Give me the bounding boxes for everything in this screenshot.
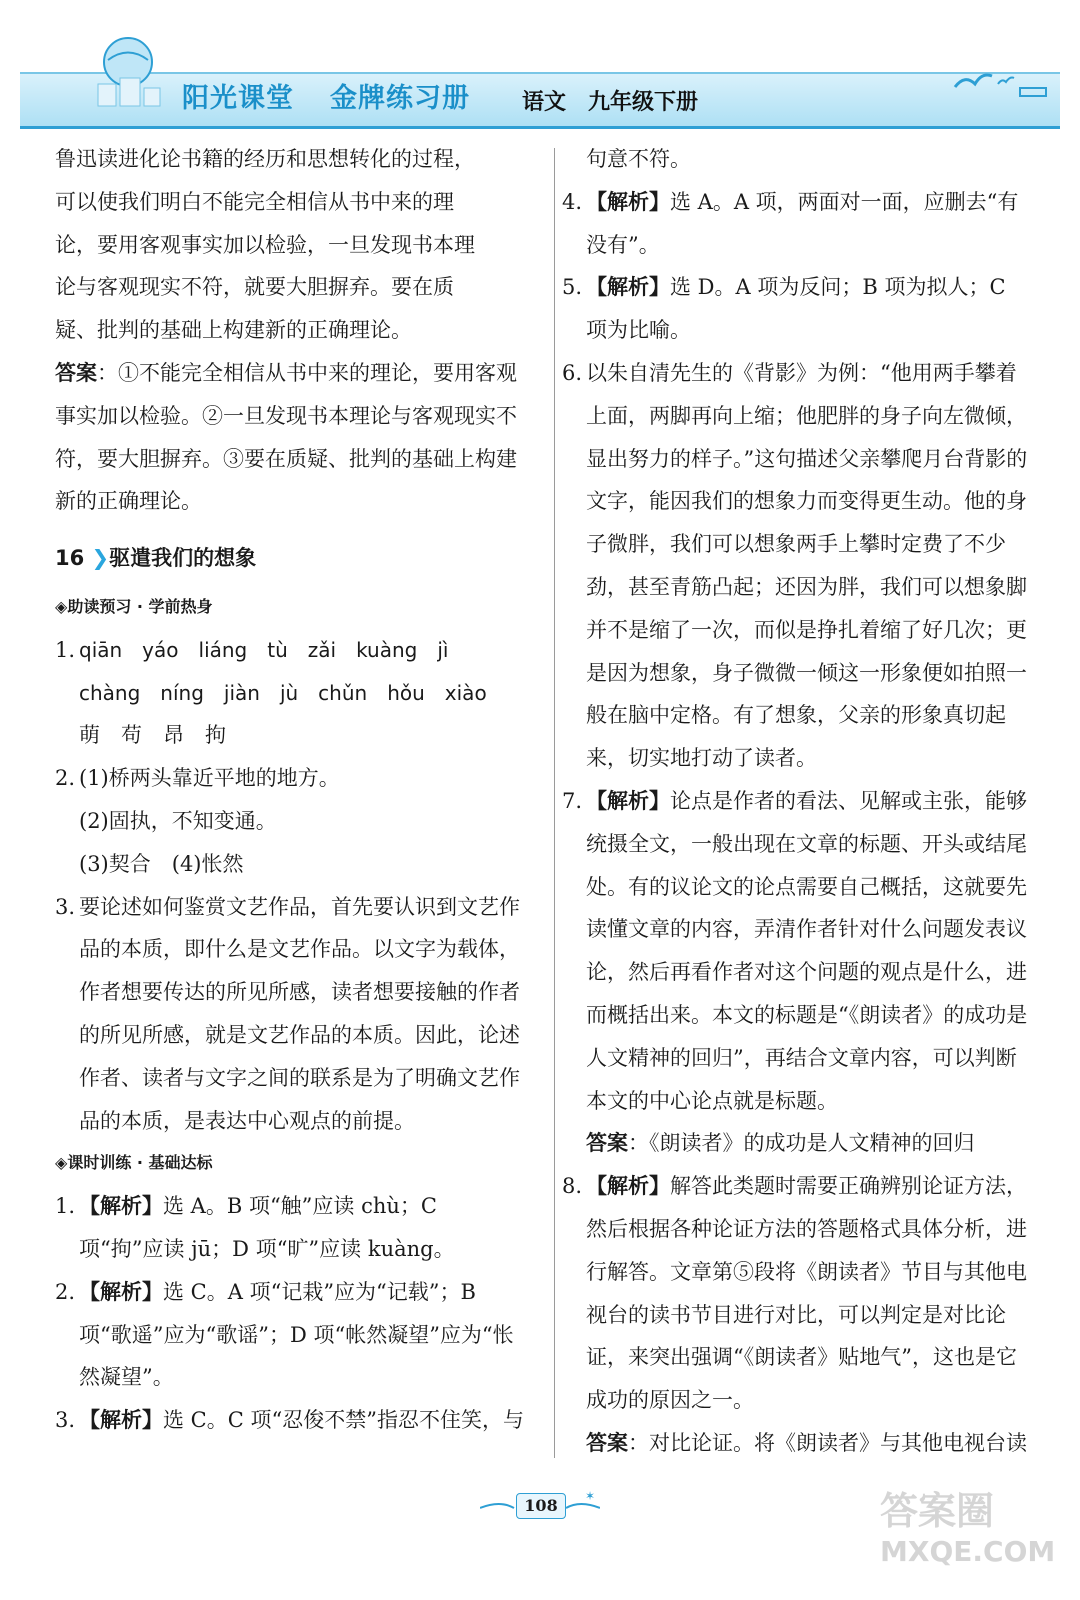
answer-block — [55, 352, 525, 523]
q2-line: (2)固执，不知变通。 — [79, 808, 277, 833]
column-divider — [554, 148, 555, 1458]
section-heading — [55, 537, 525, 580]
answer-text: ：①不能完全相信从书中来的理论，要用客观事实加以检验。②一旦发现书本理论与客观现实不符，要大胆摒弃。③要在质疑、批判的基础上构建新的正确理论。 — [55, 360, 517, 514]
question-number: 2. — [55, 766, 76, 791]
training-3: 3. 【解析】选 C。C 项“忍俊不禁”指忍不住笑，与 — [55, 1408, 524, 1433]
item-5: 5. 【解析】选 D。A 项为反问；B 项为拟人；C 项为比喻。 — [562, 275, 1006, 343]
intro-line: 可以使我们明白不能完全相信从书中来的理 — [55, 189, 454, 214]
chevron-right-icon: ❯ — [91, 546, 110, 571]
intro-line: 鲁迅读进化论书籍的经历和思想转化的过程， — [55, 147, 475, 171]
answer-label: 答案 — [55, 360, 97, 385]
answer-text: ：《朗读者》的成功是人文精神的回归 — [628, 1131, 975, 1156]
analysis-label: 【解析】 — [79, 1279, 163, 1304]
training-1: 1. 【解析】选 A。B 项“触”应读 chù；C 项“拘”应读 jū；D 项“旷”应读 kuàng。 — [55, 1194, 455, 1261]
answer-label: 答案 — [586, 1131, 628, 1156]
item-4: 4. 【解析】选 A。A 项，两面对一面，应删去“有没有”。 — [562, 189, 1019, 257]
analysis-text: 选 D。A 项为反问；B 项为拟人；C 项为比喻。 — [586, 275, 1006, 343]
birds-icon — [950, 62, 1050, 102]
section-title: 驱遣我们的想象 — [109, 546, 257, 571]
item-7: 7. 【解析】论点是作者的看法、见解或主张，能够统摄全文，一般出现在文章的标题、开头或结尾处。有的议论文的论点需要自己概括，这就要先读懂文章的内容，弄清作者针对什么问题发表议论，然后再看作者对这个问题的观点是什么，进而概括出来。本文的标题是“《朗读者》的成功是人文精神的回归”，再结合文章内容，可以判断本文的中心论点就是标题。 — [562, 788, 1028, 1113]
training-2: 2. 【解析】选 C。A 项“记栽”应为“记载”；B 项“歌遥”应为“歌谣”；D 项“帐然凝望”应为“怅然凝望”。 — [55, 1279, 514, 1390]
question-2 — [55, 757, 525, 885]
section-number: 16 — [55, 546, 85, 571]
analysis-text: 解答此类题时需要正确辨别论证方法，然后根据各种论证方法的答题格式具体分析，进行解答。文章第⑤段将《朗读者》节目与其他电视台的读书节目进行对比，可以判定是对比论证，来突出强调“《朗读者》贴地气”，这也是它成功的原因之一。 — [586, 1174, 1027, 1413]
subsection-heading: ◈课时训练 · 基础达标 — [55, 1153, 213, 1173]
analysis-label: 【解析】 — [586, 1174, 670, 1199]
item-7-answer — [562, 1122, 1032, 1165]
globe-logo-icon — [88, 30, 178, 110]
watermark-logo: 答案圈 MXQE.COM — [880, 1489, 1056, 1568]
item-text: 以朱自清先生的《背影》为例：“他用两手攀着上面，两脚再向上缩；他肥胖的身子向左微倾，显出努力的样子。”这句描述父亲攀爬月台背影的文字，能因我们的想象力而变得更生动。他的身子微胖，我们可以想象两手上攀时定费了不少劲，甚至青筋凸起；还因为胖，我们可以想象脚并不是缩了一次，而似是挣扎着缩了好几次；更是因为想象，身子微微一倾这一形象便如拍照一般在脑中定格。有了想象，父亲的形象真切起来，切实地打动了读者。 — [586, 360, 1028, 771]
item-6: 6. 以朱自清先生的《背影》为例：“他用两手攀着上面，两脚再向上缩；他肥胖的身子向左微倾，显出努力的样子。”这句描述父亲攀爬月台背影的文字，能因我们的想象力而变得更生动。他的身子微胖，我们可以想象两手上攀时定费了不少劲，甚至青筋凸起；还因为胖，我们可以想象脚并不是缩了一次，而似是挣扎着缩了好几次；更是因为想象，身子微微一倾这一形象便如拍照一般在脑中定格。有了想象，父亲的形象真切起来，切实地打动了读者。 — [562, 360, 1028, 771]
continuation: 句意不符。 — [586, 147, 691, 171]
intro-line: 论与客观现实不符，就要大胆摒弃。要在质 — [55, 275, 454, 300]
brand-subtitle: 金牌练习册 — [330, 83, 470, 114]
brand-title: 阳光课堂 — [182, 83, 294, 114]
pinyin-row: qiān yáo liáng tù zǎi kuàng jì — [79, 637, 449, 662]
analysis-label: 【解析】 — [586, 788, 670, 813]
q2-line: (1)桥两头靠近平地的地方。 — [79, 766, 340, 791]
question-number: 3. — [55, 894, 76, 919]
analysis-label: 【解析】 — [79, 1408, 163, 1433]
pinyin-row: chàng níng jiàn jù chǔn hǒu xiào — [79, 680, 487, 705]
right-column — [562, 138, 1032, 1465]
left-column — [55, 138, 525, 1442]
analysis-label: 【解析】 — [586, 189, 670, 214]
intro-line: 疑、批判的基础上构建新的正确理论。 — [55, 318, 412, 343]
page-number: 108 — [516, 1493, 566, 1519]
page-header — [0, 0, 1080, 135]
answer-label: 答案 — [586, 1430, 628, 1455]
analysis-text: 选 A。A 项，两面对一面，应删去“有没有”。 — [586, 189, 1019, 257]
intro-line: 论，要用客观事实加以检验，一旦发现书本理 — [55, 232, 475, 257]
question-1 — [55, 629, 525, 757]
analysis-text: 选 C。A 项“记栽”应为“记载”；B 项“歌遥”应为“歌谣”；D 项“帐然凝望”应为“怅然凝望”。 — [79, 1279, 514, 1390]
subsection-heading: ◈助读预习 · 学前热身 — [55, 596, 213, 616]
svg-text:✶: ✶ — [585, 1489, 596, 1503]
analysis-label: 【解析】 — [586, 275, 670, 300]
item-8-answer — [562, 1422, 1032, 1465]
subject-grade: 语文 九年级下册 — [522, 90, 699, 115]
analysis-text: 选 A。B 项“触”应读 chù；C 项“拘”应读 jū；D 项“旷”应读 kuàng。 — [79, 1194, 455, 1261]
char-row: 萌 苟 昂 拘 — [79, 723, 226, 748]
item-8: 8. 【解析】解答此类题时需要正确辨别论证方法，然后根据各种论证方法的答题格式具体分析，进行解答。文章第⑤段将《朗读者》节目与其他电视台的读书节目进行对比，可以判定是对比论证，来突出强调“《朗读者》贴地气”，这也是它成功的原因之一。 — [562, 1174, 1027, 1413]
answer-text: ：对比论证。将《朗读者》与其他电视台读 — [628, 1430, 1027, 1455]
analysis-text: 选 C。C 项“忍俊不禁”指忍不住笑，与 — [163, 1408, 524, 1433]
question-number: 1. — [55, 637, 76, 662]
analysis-label: 【解析】 — [79, 1194, 163, 1219]
analysis-text: 论点是作者的看法、见解或主张，能够统摄全文，一般出现在文章的标题、开头或结尾处。有的议论文的论点需要自己概括，这就要先读懂文章的内容，弄清作者针对什么问题发表议论，然后再看作者对这个问题的观点是什么，进而概括出来。本文的标题是“《朗读者》的成功是人文精神的回归”，再结合文章内容，可以判断本文的中心论点就是标题。 — [586, 788, 1028, 1113]
q2-line: (3)契合 (4)怅然 — [79, 851, 244, 876]
question-3 — [55, 886, 525, 1143]
q3-text: 要论述如何鉴赏文艺作品，首先要认识到文艺作品的本质，即什么是文艺作品。以文字为载体，作者想要传达的所见所感，读者想要接触的作者的所见所感，就是文艺作品的本质。因此，论述作者、读者与文字之间的联系是为了明确文艺作品的本质，是表达中心观点的前提。 — [79, 894, 520, 1133]
